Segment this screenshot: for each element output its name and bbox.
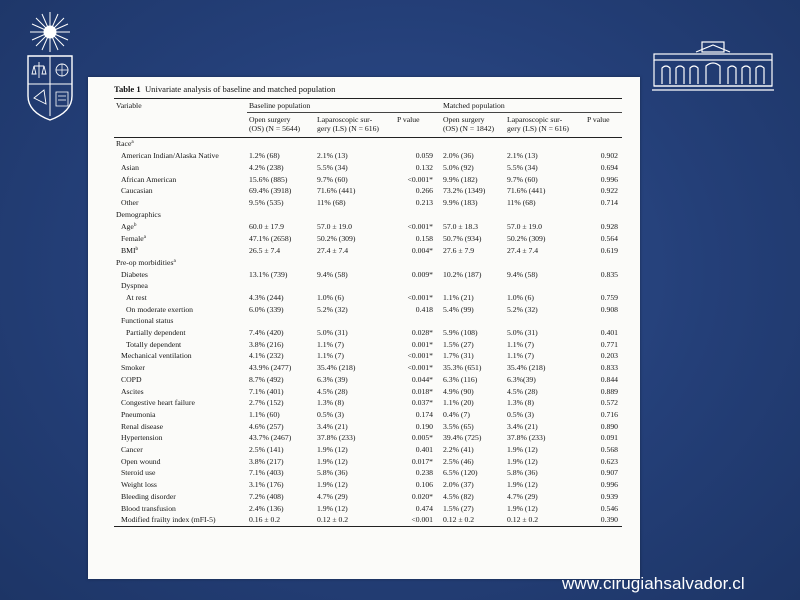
cell-os-matched: 10.2% (187): [443, 269, 482, 279]
cell-p-baseline: <0.001*: [407, 363, 433, 373]
cell-os-matched: 1.1% (20): [443, 398, 474, 408]
cell-p-matched: 0.889: [600, 386, 619, 396]
cell-ls-matched: 50.2% (309): [507, 233, 546, 243]
cell-ls-matched: 5.0% (31): [507, 328, 538, 338]
cell-os-matched: 57.0 ± 18.3: [443, 222, 478, 232]
cell-ls-baseline: 5.5% (34): [317, 163, 348, 172]
cell-ls-baseline: 3.4% (21): [317, 421, 348, 431]
row-label: COPD: [121, 374, 142, 384]
cell-os-matched: 6.3% (116): [443, 374, 478, 384]
col-ls-matched: Laparoscopic sur- gery (LS) (N = 616): [505, 113, 585, 138]
cell-ls-baseline: 1.3% (8): [317, 398, 344, 408]
cell-ls-matched: 11% (68): [507, 198, 536, 208]
cell-p-matched: 0.390: [585, 514, 622, 526]
cell-p-baseline: <0.001*: [407, 222, 433, 232]
table-row: [114, 479, 622, 491]
table-row: [114, 150, 622, 162]
cell-ls-baseline: 1.9% (12): [317, 503, 348, 513]
table-body: [114, 138, 622, 527]
table-section-row: [114, 256, 622, 268]
cell-p-baseline: 0.028*: [411, 328, 433, 338]
table-number: Table 1: [114, 84, 141, 94]
cell-os-matched: 0.4% (7): [443, 409, 470, 419]
table-row: [114, 350, 622, 362]
cell-ls-matched: 4.5% (28): [507, 386, 538, 396]
cell-os-baseline: 4.2% (238): [249, 163, 284, 172]
hospital-building-icon: [652, 40, 774, 92]
cell-ls-baseline: [315, 315, 395, 327]
cell-ls-matched: 4.7% (29): [507, 491, 538, 501]
table-row: [114, 362, 622, 374]
table-row: [114, 292, 622, 304]
cell-os-matched: 1.5% (27): [443, 339, 474, 349]
cell-p-baseline: 0.044*: [411, 374, 433, 384]
cell-os-baseline: 1.2% (68): [249, 151, 280, 161]
cell-ls-baseline: 5.8% (36): [317, 468, 348, 478]
cell-ls-baseline: 6.3% (39): [317, 374, 348, 384]
cell-ls-baseline: 0.5% (3): [317, 409, 344, 419]
table-title: [114, 84, 335, 94]
cell-os-matched: 73.2% (1349): [443, 186, 486, 196]
row-label: Pre-op morbidities$^a$: [116, 257, 176, 267]
cell-ls-matched: 71.6% (441): [507, 186, 546, 196]
cell-p-baseline: 0.018*: [411, 386, 433, 396]
cell-ls-baseline: 9.4% (58): [317, 269, 348, 279]
cell-p-matched: 0.546: [600, 503, 619, 513]
cell-ls-matched: 1.9% (12): [507, 503, 538, 513]
cell-p-matched: 0.996: [600, 174, 619, 184]
cell-os-matched: [437, 280, 505, 292]
row-label: Asian: [121, 163, 139, 172]
cell-p-baseline: 0.106: [415, 480, 433, 490]
cell-p-matched: 0.939: [600, 491, 619, 501]
cell-p-matched: 0.572: [600, 398, 619, 408]
cell-os-baseline: [247, 315, 315, 327]
table-page: [88, 77, 640, 579]
row-label: Female$^a$: [121, 233, 146, 243]
cell-p-matched: 0.203: [600, 351, 619, 361]
table-row: [114, 456, 622, 468]
cell-p-matched: 0.902: [600, 151, 619, 161]
cell-p-matched: 0.833: [600, 363, 619, 373]
cell-os-baseline: 47.1% (2658): [249, 233, 292, 243]
cell-os-matched: 35.3% (651): [443, 363, 482, 373]
row-label: Modified frailty index (mFI-5): [114, 514, 247, 526]
row-label: Open wound: [121, 456, 161, 466]
cell-ls-baseline: 1.9% (12): [317, 445, 348, 455]
row-label: Cancer: [121, 445, 143, 455]
cell-ls-baseline: 71.6% (441): [317, 186, 356, 196]
row-label: American Indian/Alaska Native: [121, 151, 219, 161]
cell-os-baseline: 26.5 ± 7.4: [249, 245, 281, 255]
cell-p-baseline: 0.401: [415, 445, 433, 455]
row-label: Totally dependent: [126, 339, 182, 349]
table-header-row: [114, 99, 622, 113]
cell-ls-matched: 3.4% (21): [507, 421, 538, 431]
cell-p-baseline: 0.266: [415, 186, 433, 196]
table-section-row: [114, 138, 622, 151]
cell-os-baseline: 43.9% (2477): [249, 363, 292, 373]
cell-ls-baseline: 9.7% (60): [317, 174, 348, 184]
cell-p-matched: 0.401: [600, 328, 619, 338]
cell-p-matched: 0.759: [600, 292, 619, 302]
cell-ls-matched: 57.0 ± 19.0: [507, 222, 542, 232]
row-label: Hypertension: [121, 433, 163, 443]
cell-os-matched: 1.5% (27): [443, 503, 474, 513]
table-row: [114, 197, 622, 209]
cell-os-matched: 5.9% (108): [443, 328, 478, 338]
cell-ls-matched: 6.3%(39): [507, 374, 536, 384]
matched-population-header: Matched population: [437, 99, 622, 113]
cell-p-matched: [585, 280, 622, 292]
cell-os-matched: 4.9% (90): [443, 386, 474, 396]
cell-os-matched: 1.7% (31): [443, 351, 474, 361]
table-row: [114, 304, 622, 316]
cell-ls-matched: 0.5% (3): [507, 409, 534, 419]
cell-p-matched: 0.907: [600, 468, 619, 478]
cell-p-baseline: [395, 280, 437, 292]
variable-header: Variable: [114, 99, 247, 113]
cell-os-matched: 0.12 ± 0.2: [437, 514, 505, 526]
cell-p-matched: 0.564: [600, 233, 619, 243]
cell-os-baseline: 4.6% (257): [249, 421, 284, 431]
cell-ls-baseline: 0.12 ± 0.2: [315, 514, 395, 526]
table-row: [114, 327, 622, 339]
cell-ls-baseline: 11% (68): [317, 198, 346, 208]
col-os-matched: Open surgery (OS) (N = 1842): [437, 113, 505, 138]
cell-p-baseline: <0.001*: [407, 351, 433, 361]
cell-p-baseline: 0.059: [415, 151, 433, 161]
cell-ls-matched: 5.5% (34): [507, 163, 538, 172]
cell-os-baseline: 43.7% (2467): [249, 433, 292, 443]
row-label: Steroid use: [121, 468, 156, 478]
cell-os-baseline: 7.1% (401): [249, 386, 284, 396]
row-label: Diabetes: [121, 269, 148, 279]
cell-ls-matched: 1.9% (12): [507, 445, 538, 455]
cell-os-baseline: 3.8% (217): [249, 456, 284, 466]
cell-p-matched: 0.844: [600, 374, 619, 384]
cell-os-matched: 39.4% (725): [443, 433, 482, 443]
cell-os-baseline: 13.1% (739): [249, 269, 288, 279]
col-p-baseline: P value: [395, 113, 437, 138]
cell-ls-matched: 9.4% (58): [507, 269, 538, 279]
row-label: Bleeding disorder: [121, 491, 176, 501]
cell-ls-matched: 5.8% (36): [507, 468, 538, 478]
cell-os-matched: 2.2% (41): [443, 445, 474, 455]
cell-ls-baseline: 1.1% (7): [317, 339, 344, 349]
cell-os-baseline: 3.8% (216): [249, 339, 284, 349]
cell-ls-matched: 0.12 ± 0.2: [505, 514, 585, 526]
cell-os-baseline: 1.1% (60): [249, 409, 280, 419]
cell-p-baseline: 0.474: [415, 503, 433, 513]
cell-p-baseline: 0.213: [415, 198, 433, 208]
cell-ls-baseline: 1.9% (12): [317, 480, 348, 490]
cell-os-baseline: 4.3% (244): [249, 292, 284, 302]
row-label: Ascites: [121, 386, 144, 396]
cell-os-matched: 6.5% (120): [443, 468, 478, 478]
table-row: [114, 185, 622, 197]
table-row: [114, 269, 622, 281]
table-row: [114, 174, 622, 186]
cell-os-baseline: 6.0% (339): [249, 304, 284, 314]
cell-os-baseline: 7.2% (408): [249, 491, 284, 501]
row-label: Partially dependent: [126, 328, 186, 338]
table-row: [114, 514, 622, 526]
cell-p-matched: 0.928: [600, 222, 619, 232]
cell-p-matched: 0.996: [600, 480, 619, 490]
cell-os-baseline: 60.0 ± 17.9: [249, 222, 284, 232]
cell-ls-matched: 1.0% (6): [507, 292, 534, 302]
cell-p-baseline: 0.132: [415, 163, 433, 172]
cell-os-baseline: 7.4% (420): [249, 328, 284, 338]
table-row: [114, 503, 622, 515]
cell-os-baseline: 3.1% (176): [249, 480, 284, 490]
cell-os-baseline: 15.6% (885): [249, 174, 288, 184]
cell-ls-baseline: 4.7% (29): [317, 491, 348, 501]
cell-ls-matched: 1.1% (7): [507, 351, 534, 361]
row-label: Congestive heart failure: [121, 398, 195, 408]
cell-os-baseline: 69.4% (3918): [249, 186, 292, 196]
cell-os-matched: 50.7% (934): [443, 233, 482, 243]
cell-ls-matched: 2.1% (13): [507, 151, 538, 161]
row-label: At rest: [126, 292, 147, 302]
cell-ls-baseline: 27.4 ± 7.4: [317, 245, 349, 255]
cell-p-baseline: <0.001: [395, 514, 437, 526]
table-row: [114, 162, 622, 174]
cell-p-matched: 0.716: [600, 409, 619, 419]
cell-os-matched: 2.0% (37): [443, 480, 474, 490]
row-label: Dyspnea: [121, 281, 148, 291]
table-subheader-row: [114, 113, 622, 138]
footer-url: www.cirugiahsalvador.cl: [562, 574, 745, 593]
cell-os-matched: 2.0% (36): [443, 151, 474, 161]
table-caption: Univariate analysis of baseline and matched population: [144, 84, 336, 94]
cell-p-matched: 0.619: [600, 245, 619, 255]
cell-ls-matched: 1.9% (12): [507, 456, 538, 466]
cell-p-matched: 0.890: [600, 421, 619, 431]
cell-ls-baseline: 37.8% (233): [317, 433, 356, 443]
cell-ls-matched: [505, 315, 585, 327]
table-row: [114, 409, 622, 421]
cell-ls-matched: 1.1% (7): [507, 339, 534, 349]
row-label: African American: [121, 174, 177, 184]
row-label: Functional status: [121, 316, 174, 326]
row-label: Renal disease: [121, 421, 164, 431]
cell-os-baseline: 2.4% (136): [249, 503, 284, 513]
cell-p-matched: 0.623: [600, 456, 619, 466]
cell-ls-matched: 5.2% (32): [507, 304, 538, 314]
table-row: [114, 315, 622, 327]
university-crest-icon: [22, 8, 78, 126]
cell-p-matched: [585, 315, 622, 327]
table-row: [114, 245, 622, 257]
cell-os-matched: 3.5% (65): [443, 421, 474, 431]
row-label: Other: [121, 198, 139, 208]
table-row: [114, 374, 622, 386]
cell-p-baseline: 0.005*: [411, 433, 433, 443]
row-label: Mechanical ventilation: [121, 351, 192, 361]
table-row: [114, 421, 622, 433]
cell-p-baseline: 0.017*: [411, 456, 433, 466]
cell-ls-baseline: 1.0% (6): [317, 292, 344, 302]
col-os-baseline: Open surgery (OS) (N = 5644): [247, 113, 315, 138]
cell-os-matched: 2.5% (46): [443, 456, 474, 466]
cell-p-baseline: 0.158: [415, 233, 433, 243]
row-label: Smoker: [121, 363, 145, 373]
cell-os-matched: [437, 315, 505, 327]
cell-p-baseline: 0.037*: [411, 398, 433, 408]
baseline-population-header: Baseline population: [247, 99, 437, 113]
table-row: [114, 386, 622, 398]
cell-p-baseline: 0.009*: [411, 269, 433, 279]
row-label: Demographics: [116, 210, 161, 220]
row-label: Blood transfusion: [121, 503, 176, 513]
cell-ls-baseline: 1.9% (12): [317, 456, 348, 466]
cell-ls-matched: 1.9% (12): [507, 480, 538, 490]
cell-os-matched: 9.9% (183): [443, 198, 478, 208]
row-label: Pneumonia: [121, 409, 156, 419]
row-label: Caucasian: [121, 186, 153, 196]
cell-p-baseline: 0.190: [415, 421, 433, 431]
cell-ls-baseline: 4.5% (28): [317, 386, 348, 396]
cell-ls-matched: 37.8% (233): [507, 433, 546, 443]
cell-p-baseline: <0.001*: [407, 174, 433, 184]
cell-p-baseline: 0.004*: [411, 245, 433, 255]
cell-p-baseline: <0.001*: [407, 292, 433, 302]
cell-ls-baseline: 5.2% (32): [317, 304, 348, 314]
cell-p-matched: 0.771: [600, 339, 619, 349]
cell-os-baseline: 2.7% (152): [249, 398, 284, 408]
cell-os-baseline: 7.1% (403): [249, 468, 284, 478]
cell-p-baseline: 0.238: [415, 468, 433, 478]
cell-ls-matched: 27.4 ± 7.4: [507, 245, 539, 255]
row-label: Race$^a$: [116, 139, 134, 149]
cell-ls-matched: 9.7% (60): [507, 174, 538, 184]
cell-p-matched: 0.694: [600, 163, 619, 172]
table-row: [114, 491, 622, 503]
cell-p-matched: 0.568: [600, 445, 619, 455]
cell-p-matched: 0.091: [600, 433, 619, 443]
cell-ls-baseline: 57.0 ± 19.0: [317, 222, 352, 232]
cell-ls-baseline: 1.1% (7): [317, 351, 344, 361]
cell-ls-baseline: 50.2% (309): [317, 233, 356, 243]
cell-p-baseline: 0.001*: [411, 339, 433, 349]
table-row: [114, 432, 622, 444]
cell-os-matched: 9.9% (182): [443, 174, 478, 184]
cell-os-baseline: 0.16 ± 0.2: [247, 514, 315, 526]
cell-os-matched: 1.1% (21): [443, 292, 474, 302]
cell-os-baseline: 9.5% (535): [249, 198, 284, 208]
table-row: [114, 339, 622, 351]
cell-p-matched: 0.835: [600, 269, 619, 279]
col-ls-baseline: Laparoscopic sur- gery (LS) (N = 616): [315, 113, 395, 138]
table-row: [114, 397, 622, 409]
cell-ls-matched: 1.3% (8): [507, 398, 534, 408]
cell-os-baseline: 4.1% (232): [249, 351, 284, 361]
row-label: On moderate exertion: [126, 304, 194, 314]
cell-os-matched: 27.6 ± 7.9: [443, 245, 475, 255]
cell-p-matched: 0.908: [600, 304, 619, 314]
cell-os-matched: 5.0% (92): [443, 163, 474, 172]
cell-os-baseline: 2.5% (141): [249, 445, 284, 455]
cell-ls-matched: 35.4% (218): [507, 363, 546, 373]
cell-ls-baseline: 35.4% (218): [317, 363, 356, 373]
cell-p-matched: 0.922: [600, 186, 619, 196]
cell-ls-baseline: 5.0% (31): [317, 328, 348, 338]
row-label: BMI$^b$: [121, 245, 139, 255]
table-row: [114, 280, 622, 292]
cell-p-baseline: 0.418: [415, 304, 433, 314]
cell-os-baseline: [247, 280, 315, 292]
col-p-matched: P value: [585, 113, 622, 138]
data-table: [114, 98, 622, 527]
row-label: Weight loss: [121, 480, 157, 490]
cell-p-matched: 0.714: [600, 198, 619, 208]
cell-os-matched: 5.4% (99): [443, 304, 474, 314]
cell-ls-baseline: [315, 280, 395, 292]
cell-ls-matched: [505, 280, 585, 292]
cell-p-baseline: 0.174: [415, 409, 433, 419]
table-row: [114, 233, 622, 245]
cell-os-matched: 4.5% (82): [443, 491, 474, 501]
cell-os-baseline: 8.7% (492): [249, 374, 284, 384]
cell-ls-baseline: 2.1% (13): [317, 151, 348, 161]
table-row: [114, 444, 622, 456]
table-section-row: [114, 209, 622, 221]
cell-p-baseline: 0.020*: [411, 491, 433, 501]
cell-p-baseline: [395, 315, 437, 327]
row-label: Age$^b$: [121, 222, 137, 232]
table-row: [114, 467, 622, 479]
table-row: [114, 221, 622, 233]
